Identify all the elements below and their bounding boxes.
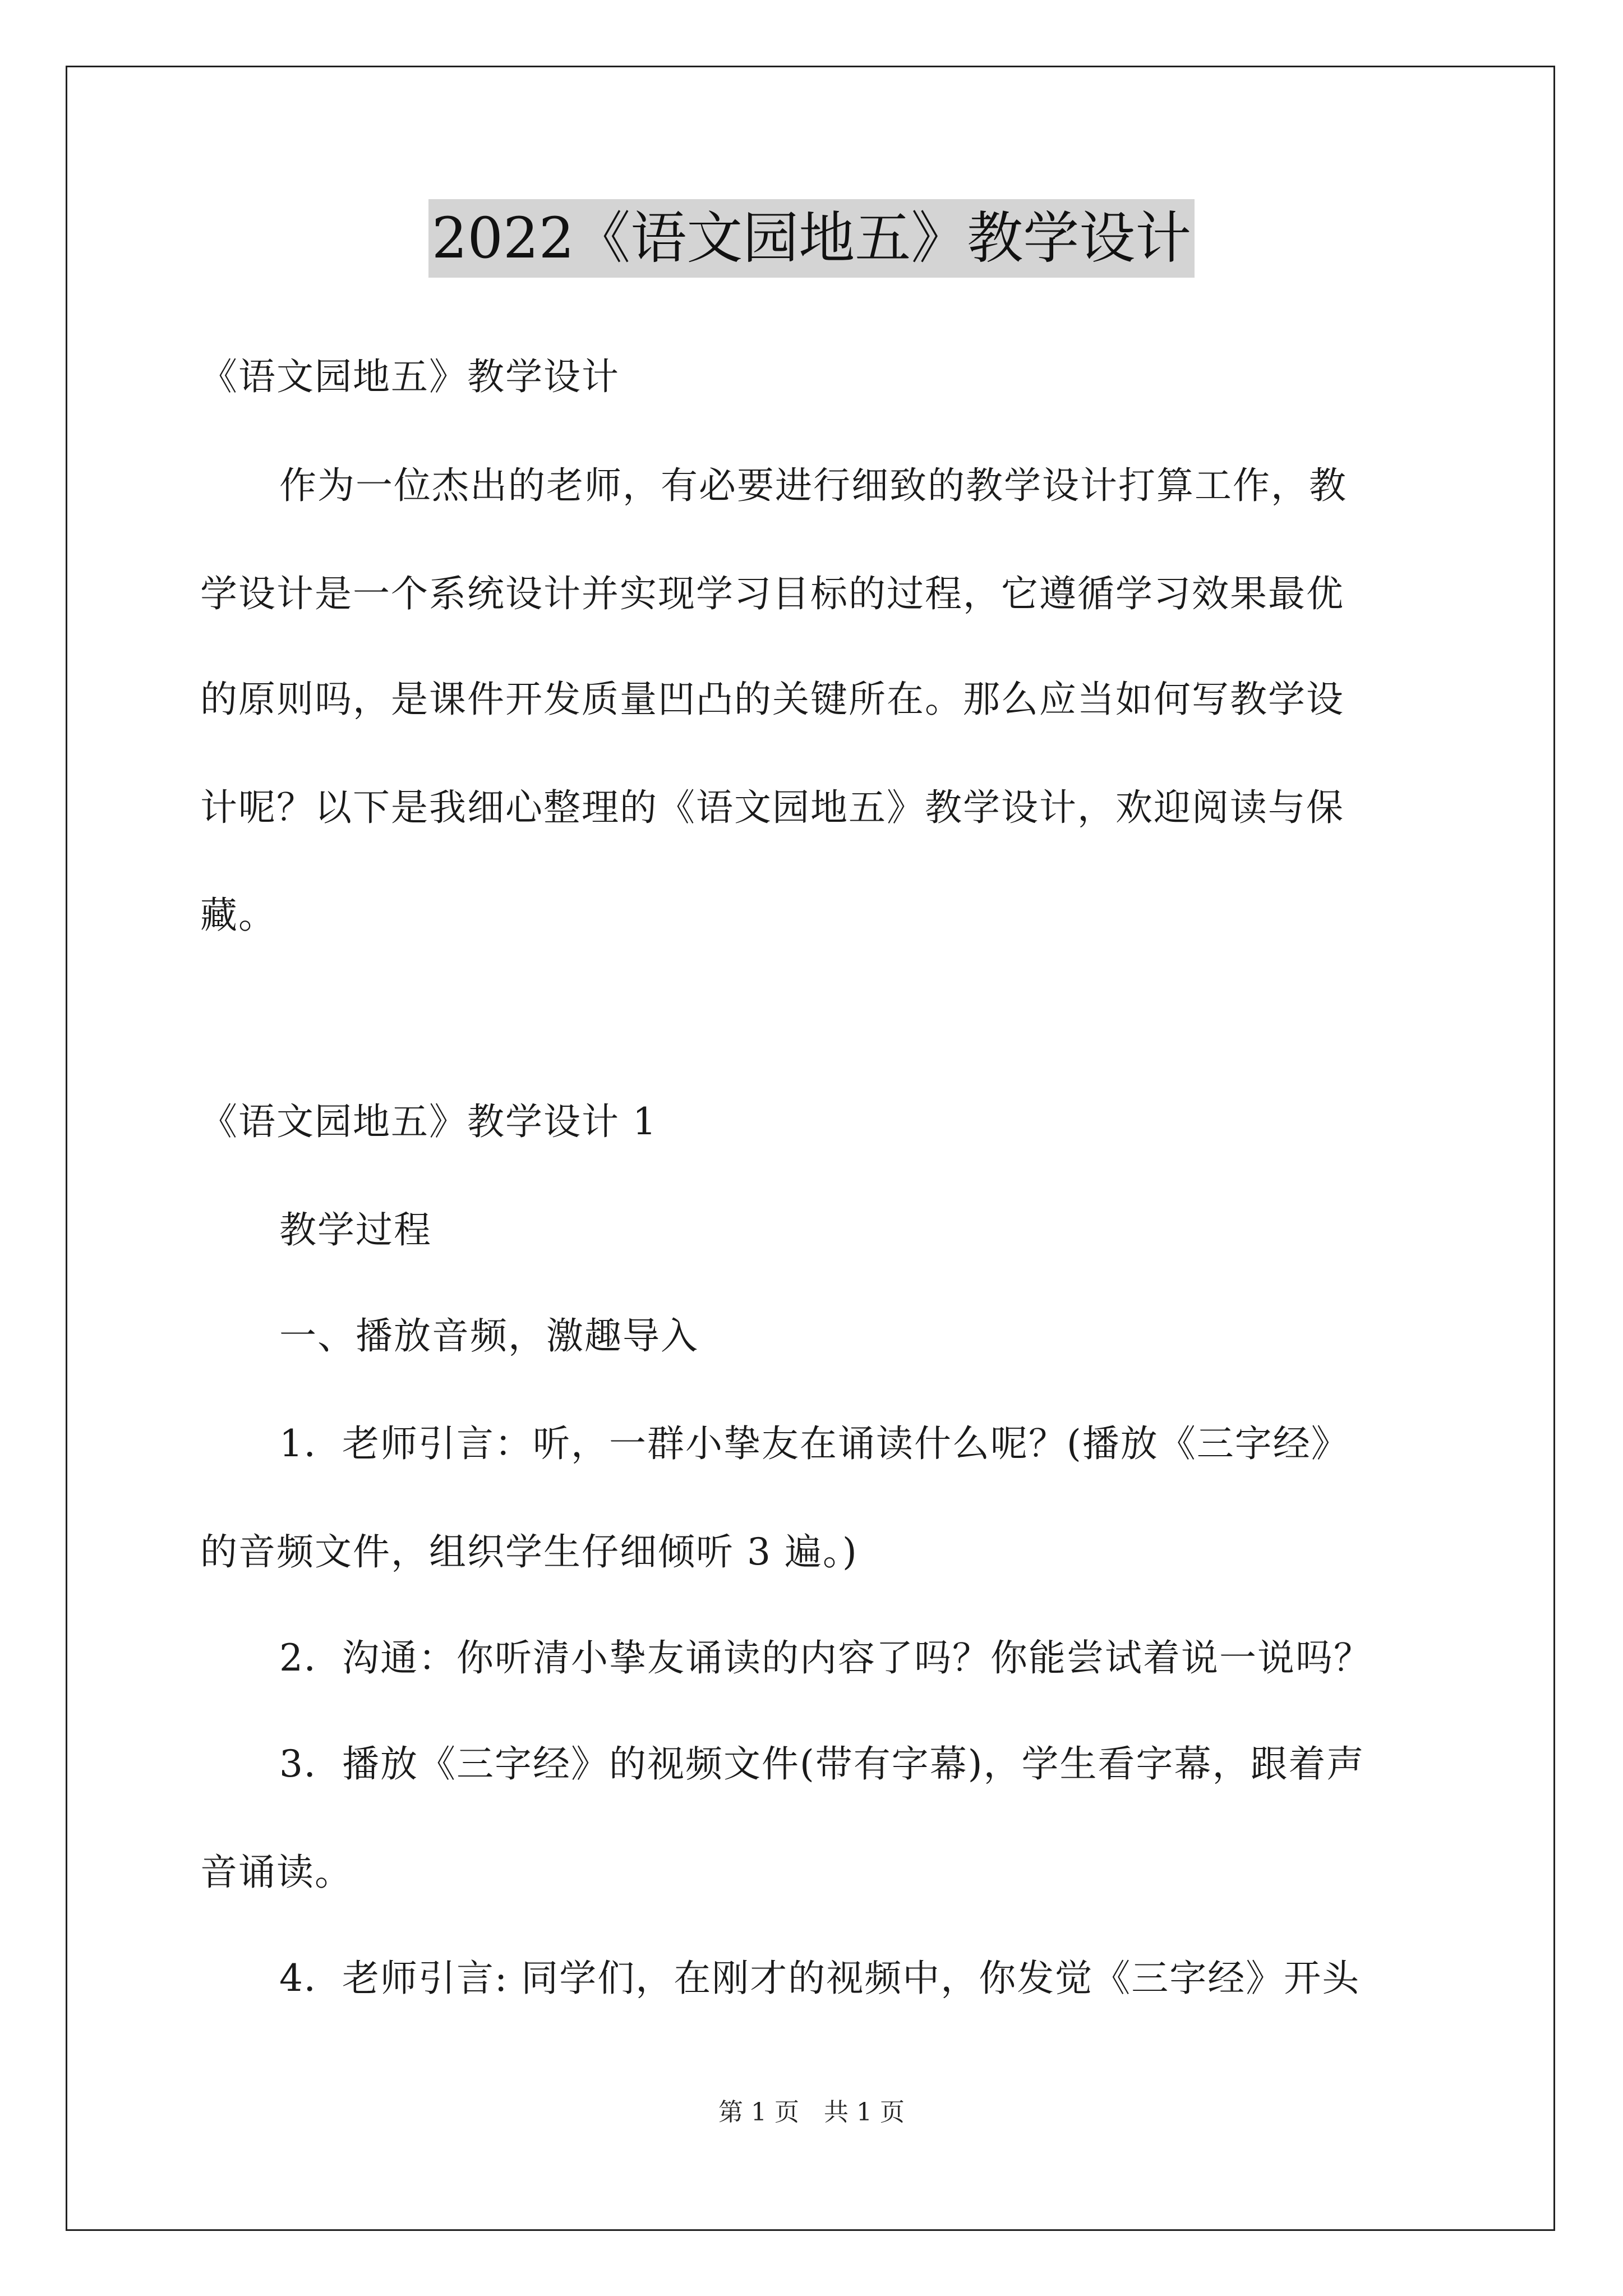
title-container (0, 199, 1623, 278)
paragraph-line: 3．播放《三字经》的视频文件(带有字幕)，学生看字幕，跟着声 (279, 1742, 1365, 1786)
subtitle-line: 《语文园地五》教学设计 (200, 355, 620, 398)
paragraph-line: 的原则吗，是课件开发质量凹凸的关键所在。那么应当如何写教学设 (200, 678, 1344, 721)
paragraph-line: 作为一位杰出的老师，有必要进行细致的教学设计打算工作，教 (279, 464, 1347, 507)
paragraph-line: 教学过程 (279, 1208, 432, 1251)
paragraph-line: 的音频文件，组织学生仔细倾听 3 遍。) (200, 1530, 858, 1573)
paragraph-line: 学设计是一个系统设计并实现学习目标的过程，它遵循学习效果最优 (200, 572, 1344, 615)
paragraph-line: 1．老师引言：听，一群小挚友在诵读什么呢？(播放《三字经》 (279, 1422, 1349, 1465)
paragraph-line: 音诵读。 (200, 1851, 353, 1894)
section-heading: 《语文园地五》教学设计 1 (200, 1100, 657, 1143)
paragraph-line: 计呢？以下是我细心整理的《语文园地五》教学设计，欢迎阅读与保 (200, 786, 1344, 829)
page-footer: 第 1 页 共 1 页 (718, 2098, 905, 2127)
paragraph-line: 藏。 (200, 894, 276, 937)
paragraph-line: 2．沟通：你听清小挚友诵读的内容了吗？你能尝试着说一说吗？ (279, 1636, 1372, 1680)
document-title: 2022《语文园地五》教学设计 (428, 199, 1195, 278)
paragraph-line: 一、播放音频，激趣导入 (279, 1314, 699, 1358)
paragraph-line: 4．老师引言: 同学们，在刚才的视频中，你发觉《三字经》开头 (279, 1957, 1361, 2000)
